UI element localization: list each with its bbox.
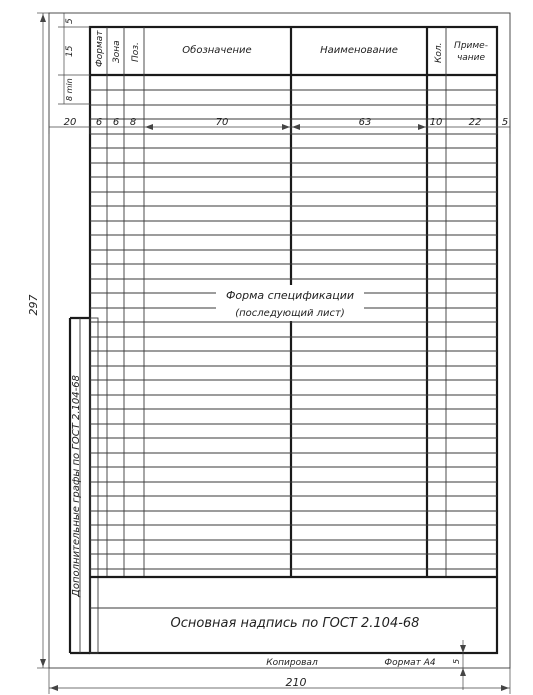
dim-header-height: 15	[65, 45, 75, 57]
dim-col-zone: 6	[112, 117, 120, 128]
dim-total-height: 297	[27, 294, 40, 316]
form-title: Форма спецификации	[225, 289, 355, 302]
dim-col-qty: 10	[429, 117, 443, 128]
dim-col-format: 6	[95, 117, 103, 128]
column-label-position: Поз.	[131, 42, 141, 62]
form-subtitle: (последующий лист)	[235, 308, 345, 319]
column-label-note-line2: чание	[456, 53, 486, 63]
column-label-designation: Обозначение	[182, 45, 252, 56]
dim-col-name: 63	[358, 117, 372, 128]
dim-col-designation: 70	[215, 117, 229, 128]
additional-columns-label: Дополнительные графы по ГОСТ 2.104-68	[71, 375, 82, 597]
dimension-lines	[37, 13, 510, 694]
dim-col-note: 22	[468, 117, 482, 128]
dim-left-margin: 20	[63, 117, 77, 128]
dim-top-margin: 5	[65, 18, 75, 24]
column-label-quantity: Кол.	[434, 42, 444, 63]
sheet-border	[49, 13, 510, 668]
main-stamp-label: Основная надпись по ГОСТ 2.104-68	[170, 616, 420, 631]
dim-right-margin: 5	[501, 117, 509, 128]
column-label-note-line1: Приме-	[454, 41, 488, 51]
column-label-name: Наименование	[320, 45, 398, 56]
dim-col-pos: 8	[129, 117, 137, 128]
dim-bottom-margin: 5	[452, 658, 461, 664]
dim-total-width: 210	[285, 676, 307, 689]
column-label-format: Формат	[95, 30, 105, 67]
column-label-zone: Зона	[112, 40, 122, 63]
copied-label: Копировал	[266, 658, 318, 668]
row-lines	[90, 90, 497, 569]
dim-row-height: 8 min	[65, 78, 74, 101]
format-label: Формат А4	[384, 658, 436, 668]
